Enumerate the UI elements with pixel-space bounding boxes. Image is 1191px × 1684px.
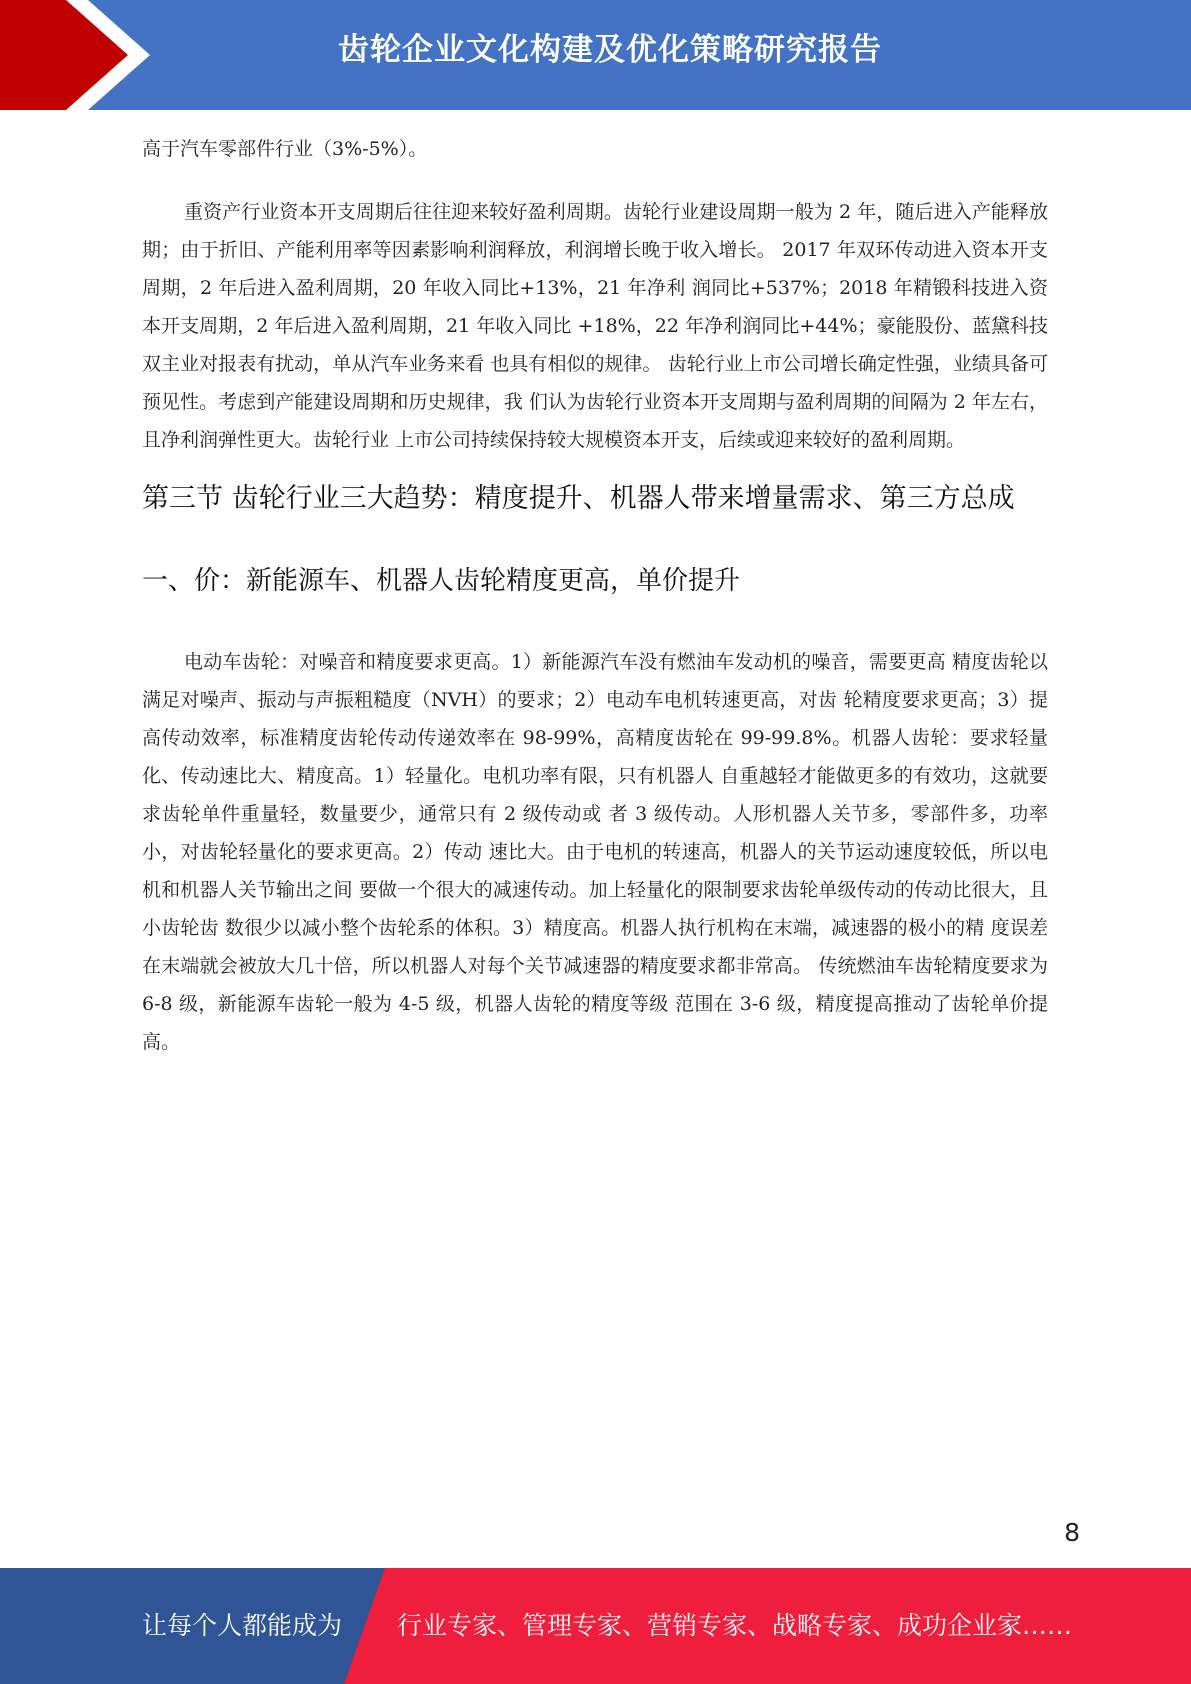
- page-header: [0, 0, 1191, 110]
- page-number: 8: [1064, 1518, 1080, 1547]
- subsection-heading: 一、价：新能源车、机器人齿轮精度更高，单价提升: [142, 566, 741, 596]
- section-heading: 第三节 齿轮行业三大趋势：精度提升、机器人带来增量需求、第三方总成: [142, 483, 1015, 514]
- footer-slogan-right: 行业专家、管理专家、营销专家、战略专家、成功企业家……: [397, 1611, 1073, 1640]
- page-footer: [0, 1568, 1191, 1684]
- paragraph-capex-cycle: 重资产行业资本开支周期后往往迎来较好盈利周期。齿轮行业建设周期一般为 2 年，随后进入产能释放期；由于折旧、产能利用率等因素影响利润释放，利润增长晚于收入增长。 2017 年双环传动进入资本开支周期，2 年后进入盈利周期，20 年收入同比+13%，21 年净利 润同比+537%；2018 年精锻科技进入资本开支周期，2 年后进入盈利周期，21 年收入同比 +18%，22 年净利润同比+44%；豪能股份、蓝黛科技双主业对报表有扰动，单从汽车业务来看 也具有相似的规律。 齿轮行业上市公司增长确定性强，业绩具备可预见性。考虑到产能建设周期和历史规律，我 们认为齿轮行业资本开支周期与盈利周期的间隔为 2 年左右，且净利润弹性更大。齿轮行业 上市公司持续保持较大规模资本开支，后续或迎来较好的盈利周期。: [142, 201, 1048, 451]
- report-title: 齿轮企业文化构建及优化策略研究报告: [338, 32, 882, 68]
- document-body: [142, 130, 1048, 1061]
- red-chevron-decoration: [0, 0, 160, 110]
- paragraph-intro: 高于汽车零部件行业（3%-5%）。: [142, 138, 428, 160]
- paragraph-gear-precision: 电动车齿轮：对噪音和精度要求更高。1）新能源汽车没有燃油车发动机的噪音，需要更高 精度齿轮以满足对噪声、振动与声振粗糙度（NVH）的要求；2）电动车电机转速更高，对齿 轮精度要求更高；3）提高传动效率，标准精度齿轮传动传递效率在 98-99%，高精度齿轮在 99-99.8%。机器人齿轮：要求轻量化、传动速比大、精度高。1）轻量化。电机功率有限，只有机器人 自重越轻才能做更多的有效功，这就要求齿轮单件重量轻，数量要少，通常只有 2 级传动或 者 3 级传动。人形机器人关节多，零部件多，功率小，对齿轮轻量化的要求更高。2）传动 速比大。由于电机的转速高，机器人的关节运动速度较低，所以电机和机器人关节输出之间 要做一个很大的减速传动。加上轻量化的限制要求齿轮单级传动的传动比很大，且小齿轮齿 数很少以减小整个齿轮系的体积。3）精度高。机器人执行机构在末端，减速器的极小的精 度误差在末端就会被放大几十倍，所以机器人对每个关节减速器的精度要求都非常高。 传统燃油车齿轮精度要求为 6-8 级，新能源车齿轮一般为 4-5 级，机器人齿轮的精度等级 范围在 3-6 级，精度提高推动了齿轮单价提高。: [142, 651, 1048, 1053]
- footer-slogan-left: 让每个人都能成为: [142, 1611, 343, 1640]
